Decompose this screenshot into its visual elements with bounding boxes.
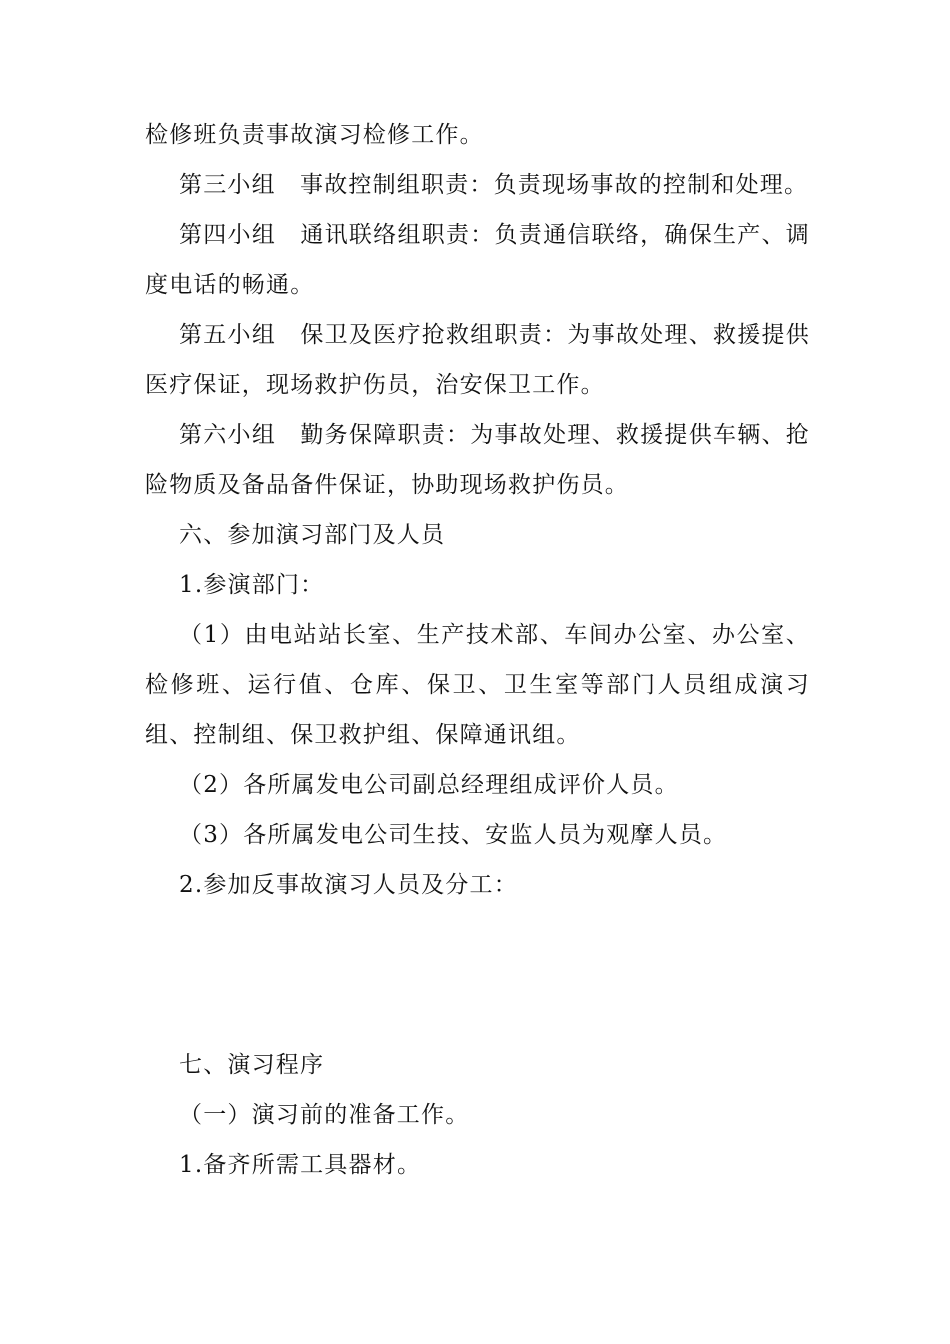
paragraph-group-four: 第四小组 通讯联络组职责：负责通信联络，确保生产、调度电话的畅通。 <box>145 222 810 298</box>
section-heading-seven: 七、演习程序 <box>179 1052 325 1078</box>
subheading-participating-departments: 1.参演部门： <box>179 572 325 598</box>
list-item-tools: 1.备齐所需工具器材。 <box>179 1152 422 1178</box>
paragraph-group-five: 第五小组 保卫及医疗抢救组职责：为事故处理、救援提供医疗保证，现场救护伤员，治安保卫工作。 <box>145 322 810 398</box>
list-item-1: （1）由电站站长室、生产技术部、车间办公室、办公室、检修班、运行值、仓库、保卫、卫生室等部门人员组成演习组、控制组、保卫救护组、保障通讯组。 <box>145 622 810 748</box>
document-body <box>145 110 810 1190</box>
subheading-personnel-division: 2.参加反事故演习人员及分工： <box>179 872 518 898</box>
subheading-preparation: （一）演习前的准备工作。 <box>179 1102 470 1128</box>
list-item-2: （2）各所属发电公司副总经理组成评价人员。 <box>179 772 679 798</box>
paragraph-group-three: 第三小组 事故控制组职责：负责现场事故的控制和处理。 <box>179 172 809 198</box>
blank-space <box>145 910 810 1040</box>
paragraph-group-six: 第六小组 勤务保障职责：为事故处理、救援提供车辆、抢险物质及备品备件保证，协助现场救护伤员。 <box>145 422 810 498</box>
section-heading-six: 六、参加演习部门及人员 <box>179 522 446 548</box>
paragraph-repair-team: 检修班负责事故演习检修工作。 <box>145 122 484 148</box>
list-item-3: （3）各所属发电公司生技、安监人员为观摩人员。 <box>179 822 728 848</box>
